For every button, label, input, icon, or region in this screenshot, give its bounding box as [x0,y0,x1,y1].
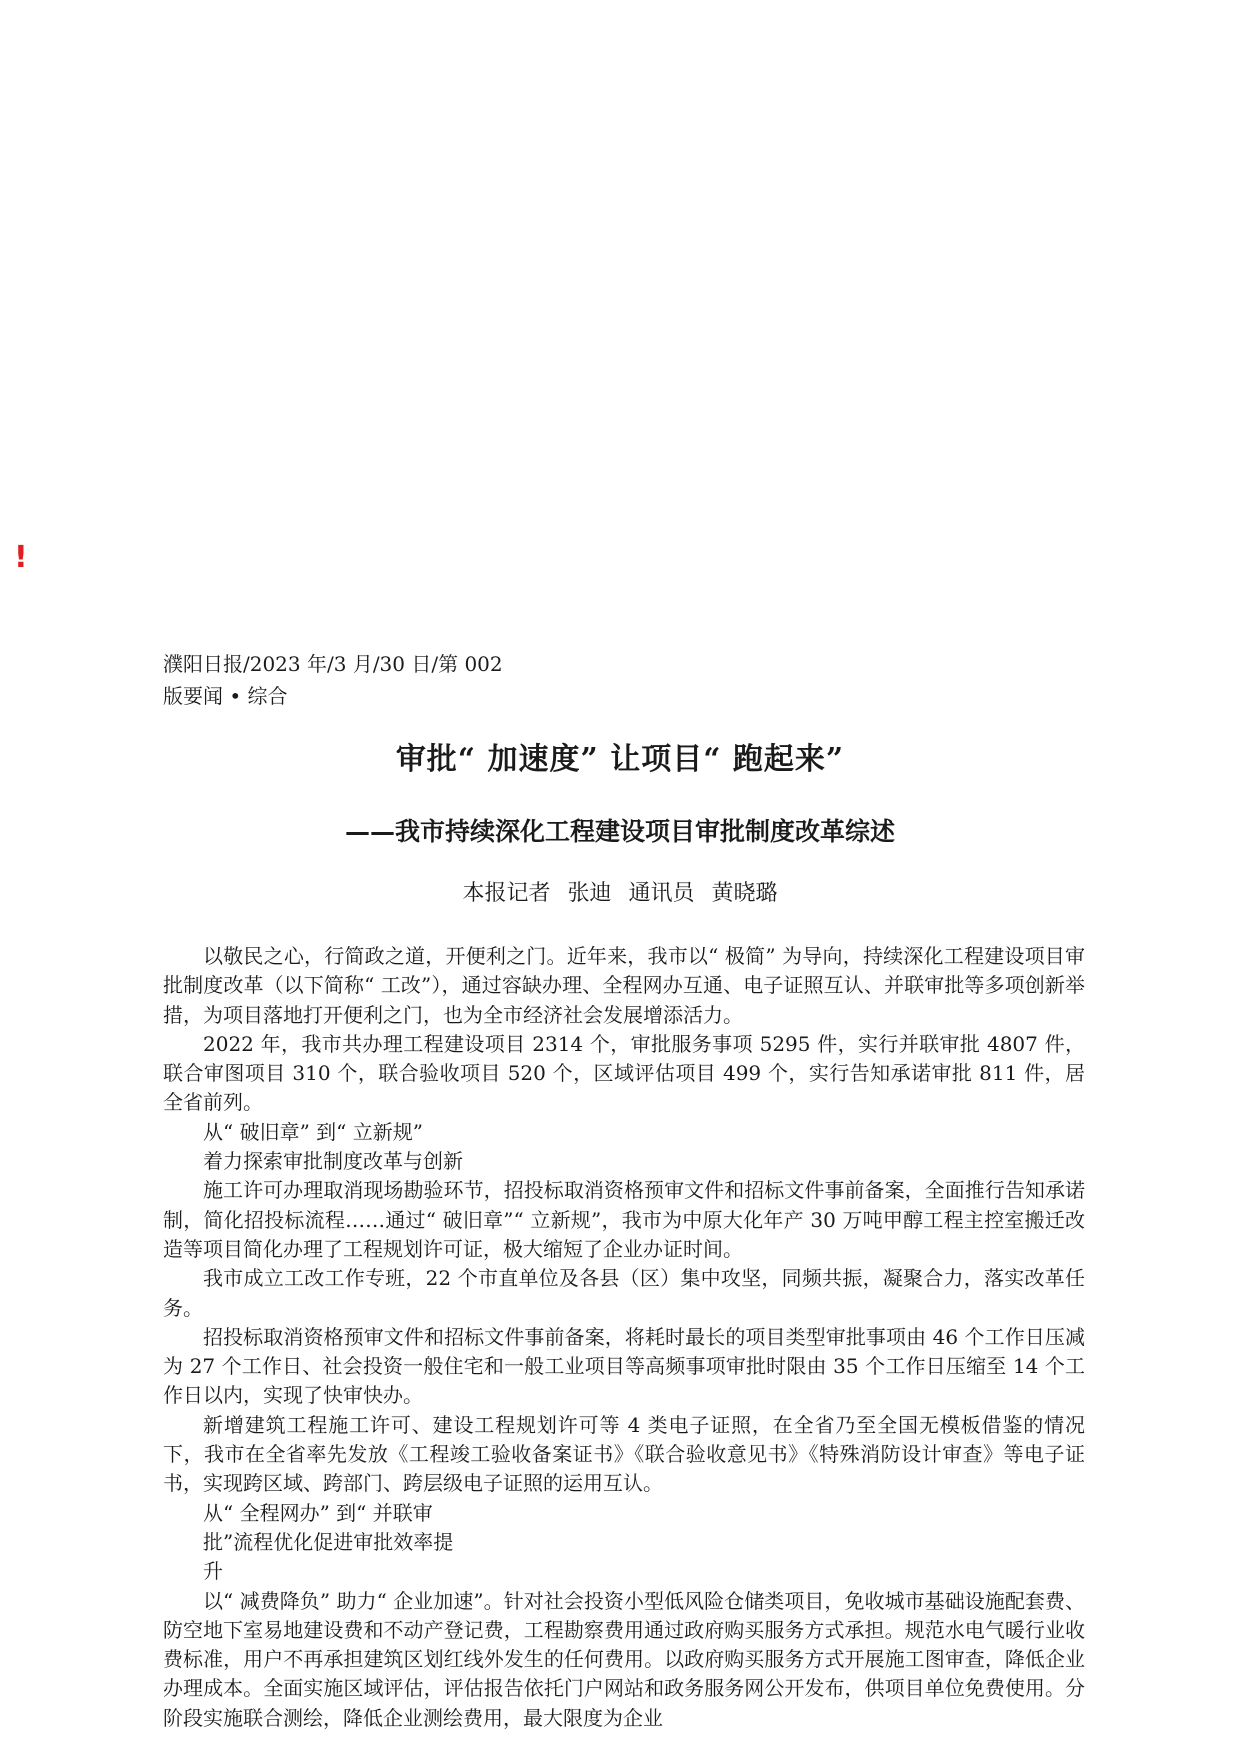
section-heading-1a: 从“ 破旧章” 到“ 立新规” [203,1119,423,1144]
section-heading-2b: 批”流程优化促进审批效率提 [203,1529,454,1554]
article-byline: 本报记者 张迪 通讯员 黄晓璐 [462,881,778,906]
paragraph: 以“ 减费降负” 助力“ 企业加速”。针对社会投资小型低风险仓储类项目，免收城市基础设施配套费、防空地下室易地建设费和不动产登记费，工程勘察费用通过政府购买服务方式承担。规范水电气暖行业收费标准，用户不再承担建筑区划红线外发生的任何费用。以政府购买服务方式开展施工图审查，降低企业办理成本。全面实施区域评估，评估报告依托门户网站和政务服务网公开发布，供项目单位免费使用。分阶段实施联合测绘，降低企业测绘费用，最大限度为企业 [163,1588,1085,1730]
paragraph: 施工许可办理取消现场勘验环节，招投标取消资格预审文件和招标文件事前备案，全面推行告知承诺制，简化招投标流程……通过“ 破旧章”“ 立新规”，我市为中原大化年产 30 万吨甲醇工程主控室搬迁改造等项目简化办理了工程规划许可证，极大缩短了企业办证时间。 [163,1178,1085,1261]
article-title: 审批“ 加速度” 让项目“ 跑起来” [395,742,845,777]
section-heading-1b: 着力探索审批制度改革与创新 [203,1149,463,1174]
paragraph-statistics: 2022 年，我市共办理工程建设项目 2314 个，审批服务事项 5295 件，实行并联审批 4807 件，联合审图项目 310 个，联合验收项目 520 个，区域评估项目 499 个，实行告知承诺审批 811 件，居全省前列。 [163,1031,1085,1115]
paragraph-intro: 以敬民之心，行简政之道，开便利之门。近年来，我市以“ 极简” 为导向，持续深化工程建设项目审批制度改革（以下简称“ 工改”），通过容缺办理、全程网办互通、电子证照互认、并联审批等多项创新举措，为项目落地打开便利之门，也为全市经济社会发展增添活力。 [163,944,1085,1027]
paragraph: 我市成立工改工作专班，22 个市直单位及各县（区）集中攻坚，同频共振，凝聚合力，落实改革任务。 [163,1266,1085,1320]
red-exclamation-mark: ! [14,540,28,575]
section-heading-2a: 从“ 全程网办” 到“ 并联审 [203,1500,433,1525]
section-heading-2c: 升 [203,1559,223,1584]
source-info [163,648,503,712]
paragraph: 新增建筑工程施工许可、建设工程规划许可等 4 类电子证照，在全省乃至全国无模板借鉴的情况下，我市在全省率先发放《工程竣工验收备案证书》《联合验收意见书》《特殊消防设计审查》等电子证书，实现跨区域、跨部门、跨层级电子证照的运用互认。 [163,1412,1085,1496]
article-subtitle: ——我市持续深化工程建设项目审批制度改革综述 [344,817,895,846]
source-line-1: 濮阳日报/2023 年/3 月/30 日/第 002 [163,652,503,676]
article-body [163,942,1085,1733]
paragraph: 招投标取消资格预审文件和招标文件事前备案，将耗时最长的项目类型审批事项由 46 个工作日压减为 27 个工作日、社会投资一般住宅和一般工业项目等高频事项审批时限由 35 个工作日压缩至 14 个工作日以内，实现了快审快办。 [163,1324,1085,1408]
source-line-2: 版要闻 • 综合 [163,684,288,708]
